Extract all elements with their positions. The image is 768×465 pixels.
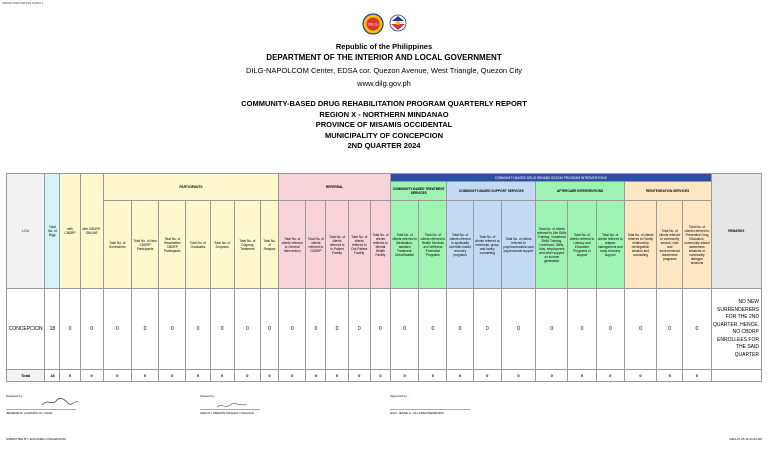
participants-header: PARTICIPANTS	[103, 174, 278, 201]
aftercare-header: AFTERCARE INTERVENTIONS	[536, 182, 625, 201]
col-remarks: REMARKS	[711, 174, 761, 289]
cell-value: 0	[568, 289, 596, 370]
approved-line	[390, 409, 470, 410]
aftercare-col: Total No. of clients referred to Life Skills Training, Vocational Skills Training, Livelihood, Skills, Jobs, employment, and other support on income generation	[536, 201, 568, 289]
reintegration-col: Total No. of clients referred to Family relationship reintegration session and counseling	[624, 201, 656, 289]
total-value: 0	[103, 370, 131, 382]
submitted-by: SUBMITTED BY: ENCODER CONCEPCION	[6, 437, 66, 441]
total-value: 0	[159, 370, 186, 382]
viewed-by-label: Viewed by :	[200, 394, 216, 398]
website-line: www.dilg.gov.ph	[357, 79, 411, 88]
department-line: DEPARTMENT OF THE INTERIOR AND LOCAL GOVERNMENT	[266, 53, 502, 62]
support-col: Total No. of clients referred to psychoeducation and psychosocial support	[501, 201, 535, 289]
total-value: 0	[473, 370, 501, 382]
total-value: 0	[210, 370, 234, 382]
total-value: 0	[596, 370, 624, 382]
cell-value: 0	[536, 289, 568, 370]
report-municipality: MUNICIPALITY OF CONCEPCION	[324, 130, 444, 140]
form-code: CBDRP REPORTING FORM 1	[2, 1, 44, 5]
total-value: 0	[260, 370, 278, 382]
total-value: 0	[419, 370, 447, 382]
cell-value: 0	[624, 289, 656, 370]
total-value: 0	[306, 370, 326, 382]
cell-value: 0	[80, 289, 103, 370]
participants-col: Total No. of Readmitted CBDRP Participants	[159, 201, 186, 289]
col-cbdrp-brgy: with CBDRP-ONLINE	[80, 174, 103, 289]
cell-value: 0	[210, 289, 234, 370]
viewed-line	[200, 409, 260, 410]
report-region: REGION X - NORTHERN MINDANAO	[319, 109, 449, 119]
total-value: 0	[370, 370, 390, 382]
total-remarks	[711, 370, 761, 382]
cell-value: 0	[683, 289, 711, 370]
cell-value: 0	[447, 289, 473, 370]
col-brgy: Total No. of Brgy.	[45, 174, 60, 289]
cell-value: 0	[391, 289, 419, 370]
total-value: 0	[326, 370, 348, 382]
participants-col: Total No. of Dropouts	[210, 201, 234, 289]
referral-col: Total No. of clients referred to General Intervention	[279, 201, 306, 289]
total-value: 0	[391, 370, 419, 382]
aftercare-col: Total No. of clients referred to Literacy and Education Programs or support	[568, 201, 596, 289]
report-title-block	[0, 99, 768, 152]
total-row	[7, 370, 762, 382]
total-label: Total	[7, 370, 45, 382]
prepared-line	[6, 409, 76, 410]
total-value: 0	[568, 370, 596, 382]
approved-name: HON. JESSE G. VILLADECINEMENDIC	[390, 411, 445, 415]
referral-col: Total No. of clients referred to CBDRP	[306, 201, 326, 289]
cell-value: 0	[657, 289, 683, 370]
community-services-header: COMMUNITY-BASED TREATMENT SERVICES	[391, 182, 447, 201]
approved-by-label: Approved by :	[390, 394, 409, 398]
report-province: PROVINCE OF MISAMIS OCCIDENTAL	[315, 120, 453, 129]
participants-col: Total No. of Relapse	[260, 201, 278, 289]
reintegration-col: Total No. of clients referred to community service, civic and environmental Awareness programs	[657, 201, 683, 289]
total-value: 0	[501, 370, 535, 382]
cell-value: 0	[279, 289, 306, 370]
total-value: 0	[186, 370, 210, 382]
total-value: 0	[348, 370, 370, 382]
cell-lgu: CONCEPCION	[7, 289, 45, 370]
cell-value: 0	[370, 289, 390, 370]
referral-col: Total No. of clients referred to Out-Patient Facility	[348, 201, 370, 289]
col-cbdrp: with CBDRP	[60, 174, 80, 289]
total-value: 0	[60, 370, 80, 382]
cell-value: 0	[348, 289, 370, 370]
referral-header: REFERRAL	[279, 174, 391, 201]
cell-value: 0	[159, 289, 186, 370]
community-col: Total No. of clients referred to Medication-assisted Treatment, Detoxification	[391, 201, 419, 289]
total-value: 0	[624, 370, 656, 382]
total-value: 0	[131, 370, 158, 382]
participants-col: Total No. of Ongoing Treatment	[234, 201, 260, 289]
participants-col: Total No. of New CBDRP Participants	[131, 201, 158, 289]
cell-value: 0	[501, 289, 535, 370]
cell-value: 0	[473, 289, 501, 370]
cell-value: 0	[419, 289, 447, 370]
reintegration-header: REINTEGRATION SERVICES	[624, 182, 711, 201]
report-title: COMMUNITY-BASED DRUG REHABILITATION PROGRAM QUARTERLY REPORT	[241, 99, 527, 108]
cell-value: 0	[103, 289, 131, 370]
dilg-seal-logos	[360, 12, 412, 36]
cell-value: 0	[131, 289, 158, 370]
prepared-name: JEFRESE B. LAVAMPLUS / CSAD	[6, 411, 53, 415]
cell-value: 0	[306, 289, 326, 370]
support-col: Total No. of clients referred to individual, group and family counseling	[473, 201, 501, 289]
interventions-header: COMMUNITY-BASED DRUG REHABILITATION PROGRAM INTERVENTIONS	[391, 174, 712, 182]
total-value: 0	[447, 370, 473, 382]
referral-col: Total No. of clients referred to Mental Health Facility	[370, 201, 390, 289]
col-lgu: LGU	[7, 174, 45, 289]
generated-timestamp: 2024-07-05 11:03:23 AM	[729, 437, 762, 441]
report-quarter: 2ND QUARTER 2024	[347, 141, 421, 150]
total-value: 0	[279, 370, 306, 382]
cell-value: 0	[596, 289, 624, 370]
total-value: 0	[683, 370, 711, 382]
total-value: 0	[80, 370, 103, 382]
report-table	[6, 173, 762, 382]
cell-value: 0	[326, 289, 348, 370]
cell-brgy: 18	[45, 289, 60, 370]
referral-col: Total No. of clients referred to In-Patient Facility	[326, 201, 348, 289]
cell-value: 0	[60, 289, 80, 370]
svg-text:DILG: DILG	[368, 21, 378, 27]
participants-col: Total No. of Graduates	[186, 201, 210, 289]
cell-value: 0	[186, 289, 210, 370]
cell-remarks: NO NEW SURRENDERERS FOR THE 2ND QUARTER. HENCE, NO CBDRP ENROLLEES FOR THE SAID QUARTER	[711, 289, 761, 370]
cell-value: 0	[234, 289, 260, 370]
republic-line: Republic of the Philippines	[335, 42, 433, 51]
support-col: Total No. of clients referred to spirituality and faith-based recovery programs	[447, 201, 473, 289]
prepared-signature	[40, 396, 80, 408]
viewed-name: CENNY LORENTE MAGHIS / DIALOGS	[200, 411, 254, 415]
total-value: 0	[536, 370, 568, 382]
participants-col: Total No. of Surrenderer	[103, 201, 131, 289]
total-value: 0	[657, 370, 683, 382]
prepared-by-label: Prepared by :	[6, 394, 25, 398]
aftercare-col: Total No. of clients referred to relapse management and early recovery support	[596, 201, 624, 289]
total-value: 0	[234, 370, 260, 382]
support-services-header: COMMUNITY-BASED SUPPORT SERVICES	[447, 182, 536, 201]
community-col: Total No. of clients referred to Health Services and Wellness Promotion Programs	[419, 201, 447, 289]
table-row	[7, 289, 762, 370]
reintegration-col: Total No. of clients referred to Preventive Drug Education, community-based awareness sessions or community dialogue sessions	[683, 201, 711, 289]
cell-value: 0	[260, 289, 278, 370]
total-brgy: 18	[45, 370, 60, 382]
address-line: DILG-NAPOLCOM Center, EDSA cor. Quezon Avenue, West Triangle, Quezon City	[245, 66, 523, 75]
